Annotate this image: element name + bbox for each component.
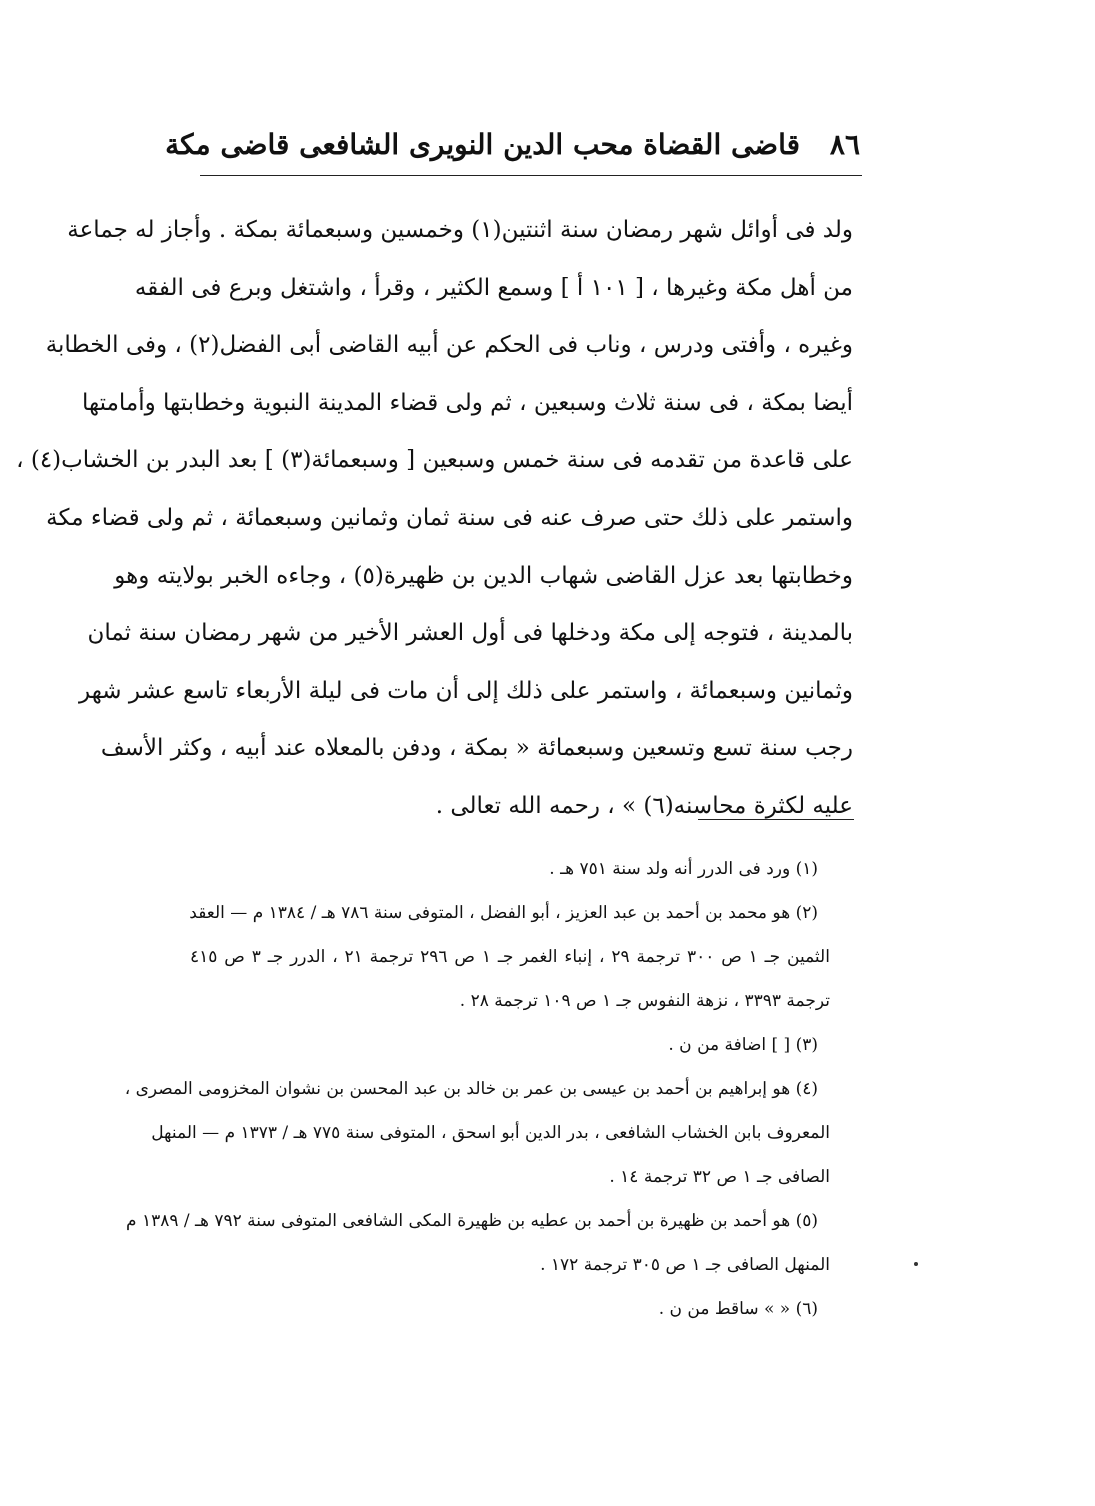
body-line: وثمانين وسبعمائة ، واستمر على ذلك إلى أن مات فى ليلة الأربعاء تاسع عشر شهر — [79, 677, 853, 704]
body-text — [16, 202, 853, 836]
footnote-3 — [190, 1023, 830, 1067]
footnote-line: (٤) هو إبراهيم بن أحمد بن عيسى بن عمر بن خالد بن عبد المحسن بن نشوان المخزومى المصرى ، — [124, 1079, 818, 1099]
body-line: وخطابتها بعد عزل القاضى شهاب الدين بن ظهيرة(٥) ، وجاءه الخبر بولايته وهو — [114, 562, 853, 589]
footnote-2 — [190, 891, 830, 1023]
body-line: وغيره ، وأفتى ودرس ، وناب فى الحكم عن أبيه القاضى أبى الفضل(٢) ، وفى الخطابة — [45, 332, 853, 359]
body-line: عليه لكثرة محاسنه(٦) » ، رحمه الله تعالى . — [435, 792, 853, 819]
footnote-line: (٦) « » ساقط من ن . — [658, 1299, 818, 1319]
body-line: على قاعدة من تقدمه فى سنة خمس وسبعين [ وسبعمائة(٣) ] بعد البدر بن الخشاب(٤) ، — [16, 447, 853, 474]
footnote-line: الصافى جـ ١ ص ٣٢ ترجمة ١٤ . — [609, 1167, 830, 1187]
body-line: بالمدينة ، فتوجه إلى مكة ودخلها فى أول العشر الأخير من شهر رمضان سنة ثمان — [87, 620, 853, 647]
footnote-separator — [698, 819, 854, 820]
footnote-1 — [190, 847, 830, 891]
body-line: رجب سنة تسع وتسعين وسبعمائة « بمكة ، ودفن بالمعلاه عند أبيه ، وكثر الأسف — [100, 735, 853, 762]
body-line: واستمر على ذلك حتى صرف عنه فى سنة ثمان وثمانين وسبعمائة ، ثم ولى قضاء مكة — [46, 504, 853, 531]
body-line: أيضا بمكة ، فى سنة ثلاث وسبعين ، ثم ولى قضاء المدينة النبوية وخطابتها وأمامتها — [82, 389, 853, 416]
footnotes — [124, 847, 830, 1331]
footnote-line: المنهل الصافى جـ ١ ص ٣٠٥ ترجمة ١٧٢ . — [540, 1255, 830, 1275]
footnote-6 — [190, 1287, 830, 1331]
footnote-line: (٣) [ ] اضافة من ن . — [668, 1035, 818, 1055]
footnote-line: الثمين جـ ١ ص ٣٠٠ ترجمة ٢٩ ، إنباء الغمر جـ ١ ص ٢٩٦ ترجمة ٢١ ، الدرر جـ ٣ ص ٤١٥ — [190, 947, 830, 967]
page-number: ٨٦ — [829, 128, 860, 161]
footnote-4 — [124, 1067, 830, 1199]
footnote-line: (٢) هو محمد بن أحمد بن عبد العزيز ، أبو الفضل ، المتوفى سنة ٧٨٦ هـ / ١٣٨٤ م — العقد — [189, 903, 818, 923]
body-line: ولد فى أوائل شهر رمضان سنة اثنتين(١) وخمسين وسبعمائة بمكة . وأجاز له جماعة — [67, 217, 853, 243]
footnote-5 — [126, 1199, 830, 1287]
page-header — [165, 128, 860, 172]
footnote-line: المعروف بابن الخشاب الشافعى ، بدر الدين أبو اسحق ، المتوفى سنة ٧٧٥ هـ / ١٣٧٣ م — المنهل — [151, 1123, 830, 1143]
running-title: قاضى القضاة محب الدين النويرى الشافعى قاضى مكة — [165, 128, 800, 161]
header-rule — [200, 175, 862, 176]
scan-speck — [914, 1262, 918, 1266]
footnote-line: (٥) هو أحمد بن ظهيرة بن أحمد بن عطيه بن ظهيرة المكى الشافعى المتوفى سنة ٧٩٢ هـ / ١٣٨٩ م — [126, 1211, 818, 1231]
footnote-line: ترجمة ٣٣٩٣ ، نزهة النفوس جـ ١ ص ١٠٩ ترجمة ٢٨ . — [459, 991, 830, 1011]
body-line: من أهل مكة وغيرها ، [ ١٠١ أ ] وسمع الكثير ، وقرأ ، واشتغل وبرع فى الفقه — [134, 274, 853, 301]
footnote-line: (١) ورد فى الدرر أنه ولد سنة ٧٥١ هـ . — [549, 859, 818, 879]
